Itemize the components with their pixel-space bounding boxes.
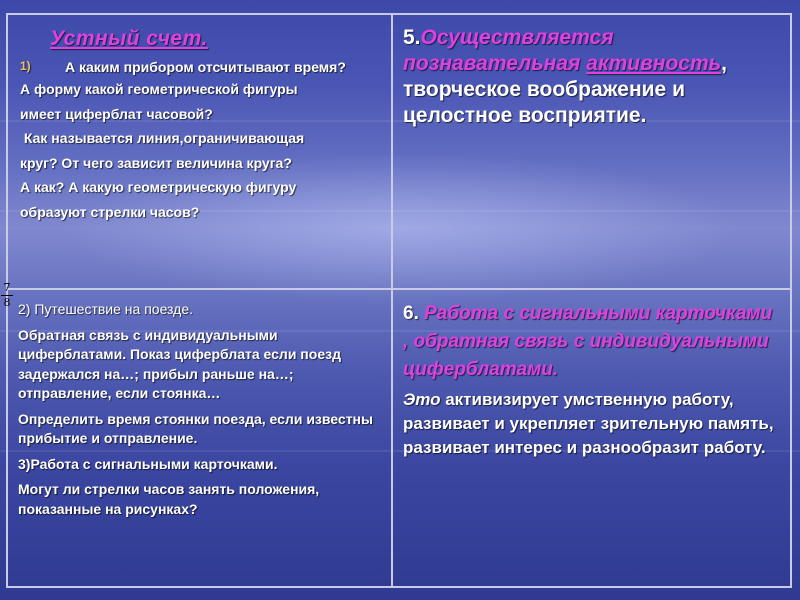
section-heading: Устный счет. xyxy=(50,27,208,50)
item-number: 5. xyxy=(403,26,421,49)
body-lead: Это xyxy=(403,390,441,409)
section-title: 2) Путешествие на поезде. xyxy=(18,301,194,317)
activity-heading xyxy=(403,300,780,384)
cell-top-right xyxy=(392,14,791,289)
cell-top-left xyxy=(7,14,392,289)
list-marker: 1) xyxy=(20,59,31,73)
question-line: круг? От чего зависит величина круга? xyxy=(20,154,292,171)
cell-bottom-left xyxy=(7,289,392,587)
highlight-text: Осуществляется познавательная xyxy=(403,26,614,75)
item-number: 6. xyxy=(403,303,419,324)
fraction-numerator: 7 xyxy=(3,281,11,294)
paragraph: Могут ли стрелки часов занять положения, показанные на рисунках? xyxy=(18,481,320,517)
body-text: активизирует умственную работу, развивает и укрепляет зрительную память, развивает интерес и разнообразит работу. xyxy=(403,390,774,457)
question-line: Как называется линия,ограничивающая xyxy=(20,130,305,146)
activity-body xyxy=(403,388,780,460)
numbered-question xyxy=(20,57,383,77)
question-line: А форму какой геометрической фигуры xyxy=(20,81,298,97)
paragraph: 3)Работа с сигнальными карточками. xyxy=(18,455,278,472)
question-text: А каким прибором отсчитывают время? xyxy=(65,59,346,75)
question-line: А как? А какую геометрическую фигуру xyxy=(20,179,297,195)
paragraph: Обратная связь с индивидуальными циферблатами. Показ циферблата если поезд задержался на…; прибыл раньше на…; отправление, если стоянка… xyxy=(18,326,341,401)
question-line: образуют стрелки часов? xyxy=(20,203,200,220)
description-text: , творческое воображение и целостное восприятие. xyxy=(403,52,727,127)
fraction-seven-eighths xyxy=(1,282,13,309)
cell-bottom-right xyxy=(392,289,791,587)
fraction-denominator: 8 xyxy=(3,296,11,309)
question-line: имеет циферблат часовой? xyxy=(20,105,213,122)
content-table xyxy=(3,13,792,588)
highlight-text: Работа с сигнальными карточками , обратная связь с индивидуальными циферблатами. xyxy=(403,303,773,380)
highlight-text-underlined: активность xyxy=(586,52,722,75)
activity-description xyxy=(403,25,780,129)
paragraph: Определить время стоянки поезда, если известны прибытие и отправление. xyxy=(18,410,373,446)
